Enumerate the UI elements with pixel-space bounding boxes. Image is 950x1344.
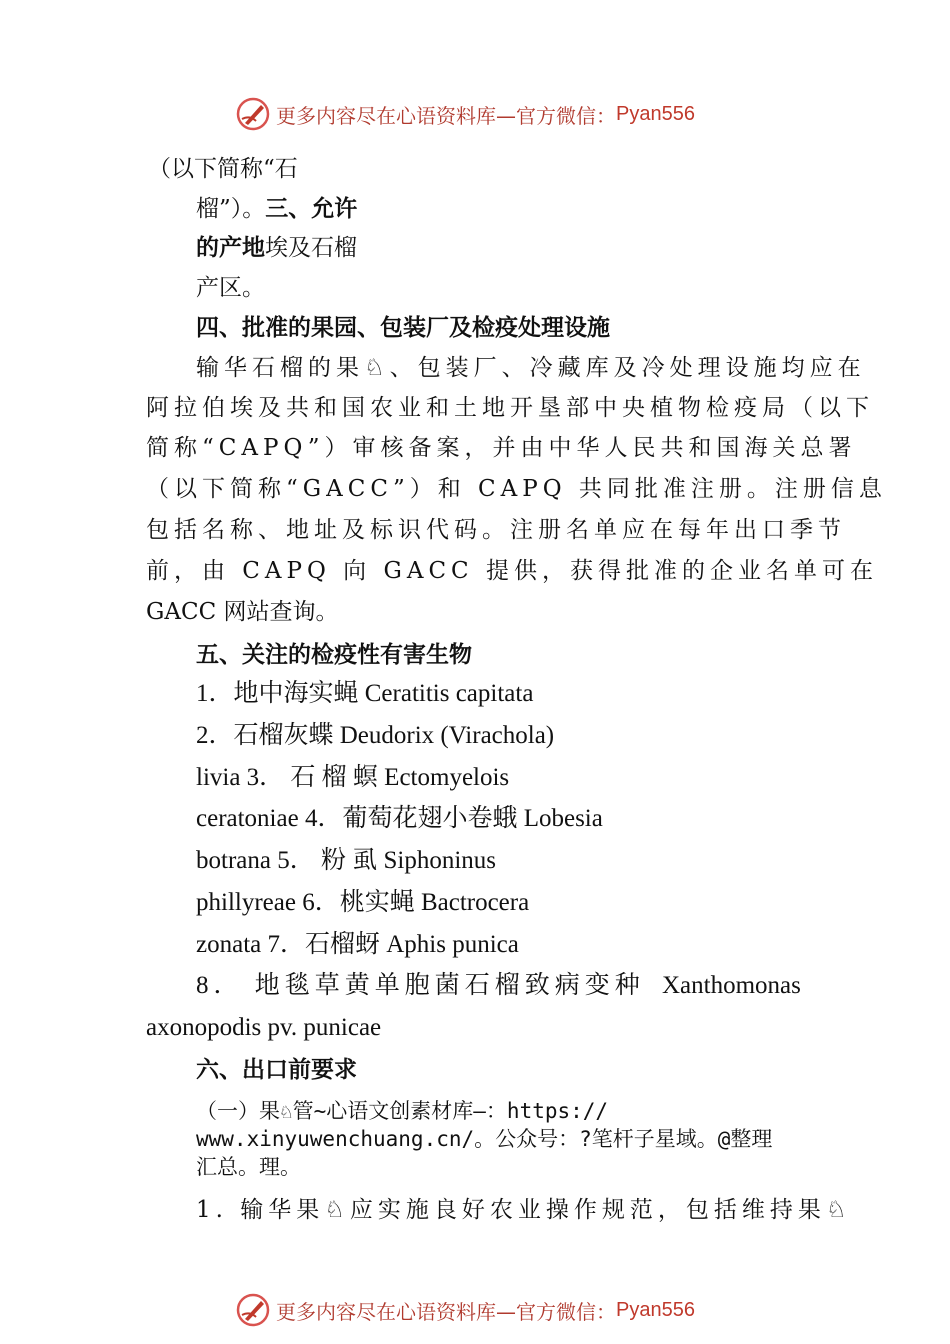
paragraph-line: 包括名称、地址及标识代码。注册名单应在每年出口季节 [146, 517, 846, 543]
pen-logo-icon [236, 97, 270, 131]
footer-text: 更多内容尽在心语资料库—官方微信： [276, 1299, 616, 1324]
text-line: 产区。 [196, 275, 265, 301]
pest-list-item: axonopodis pv. punicae [146, 1014, 382, 1041]
section-heading-4: 四、批准的果园、包装厂及检疫处理设施 [196, 315, 610, 341]
text-run: 埃及石榴 [265, 235, 357, 261]
text-line: （以下简称“石 [148, 156, 298, 182]
paragraph-line: GACC 网站查询。 [146, 599, 339, 625]
pest-list-item: botrana 5． 粉 虱 Siphoninus [196, 847, 496, 874]
pest-list-item: livia 3． 石 榴 螟 Ectomyelois [196, 764, 510, 791]
pest-list-item: 8． 地毯草黄单胞菌石榴致病变种 [196, 972, 645, 999]
watermark-line: www.xinyuwenchuang.cn/。公众号：?笔杆子星域。@整理 [196, 1127, 773, 1151]
text-line [196, 194, 357, 224]
pest-list-item: 1．地中海实蝇 Ceratitis capitata [196, 680, 534, 707]
footer-wechat-id: Pyan556 [616, 1298, 695, 1321]
paragraph-line: 简称“CAPQ”）审核备案，并由中华人民共和国海关总署 [146, 435, 857, 461]
pest-list-item: zonata 7．石榴蚜 Aphis punica [196, 931, 519, 958]
pest-list-item: ceratoniae 4．葡萄花翅小卷蛾 Lobesia [196, 805, 603, 832]
pest-list-item: 2．石榴灰蝶 Deudorix (Virachola) [196, 722, 555, 749]
paragraph-line: 1. 输华果♘应实施良好农业操作规范，包括维持果♘ [196, 1197, 852, 1223]
header-text: 更多内容尽在心语资料库—官方微信： [276, 103, 616, 128]
text-line [196, 233, 357, 263]
watermark-line: 汇总。理。 [196, 1155, 301, 1179]
section-heading-6: 六、出口前要求 [196, 1057, 357, 1083]
pen-logo-icon [236, 1293, 270, 1327]
header-wechat-id: Pyan556 [616, 102, 695, 125]
paragraph-line: 前，由 CAPQ 向 GACC 提供，获得批准的企业名单可在 [146, 558, 878, 584]
watermark-line: （一）果♘管~心语文创素材库—：https:// [196, 1099, 609, 1123]
paragraph-line: （以下简称“GACC”）和 CAPQ 共同批准注册。注册信息 [146, 476, 887, 502]
paragraph-line: 阿拉伯埃及共和国农业和土地开垦部中央植物检疫局（以下 [146, 395, 874, 421]
pest-list-item: phillyreae 6．桃实蝇 Bactrocera [196, 889, 530, 916]
paragraph-line: 输华石榴的果♘、包装厂、冷藏库及冷处理设施均应在 [196, 355, 866, 381]
section-heading-3-cont: 的产地 [196, 235, 265, 261]
header-banner [236, 94, 736, 134]
text-run: 榴”）。 [196, 196, 266, 222]
pest-list-item-latin: Xanthomonas [662, 972, 801, 999]
section-heading-3: 三、允许 [265, 196, 358, 222]
section-heading-5: 五、关注的检疫性有害生物 [196, 642, 472, 668]
footer-banner [236, 1290, 736, 1330]
